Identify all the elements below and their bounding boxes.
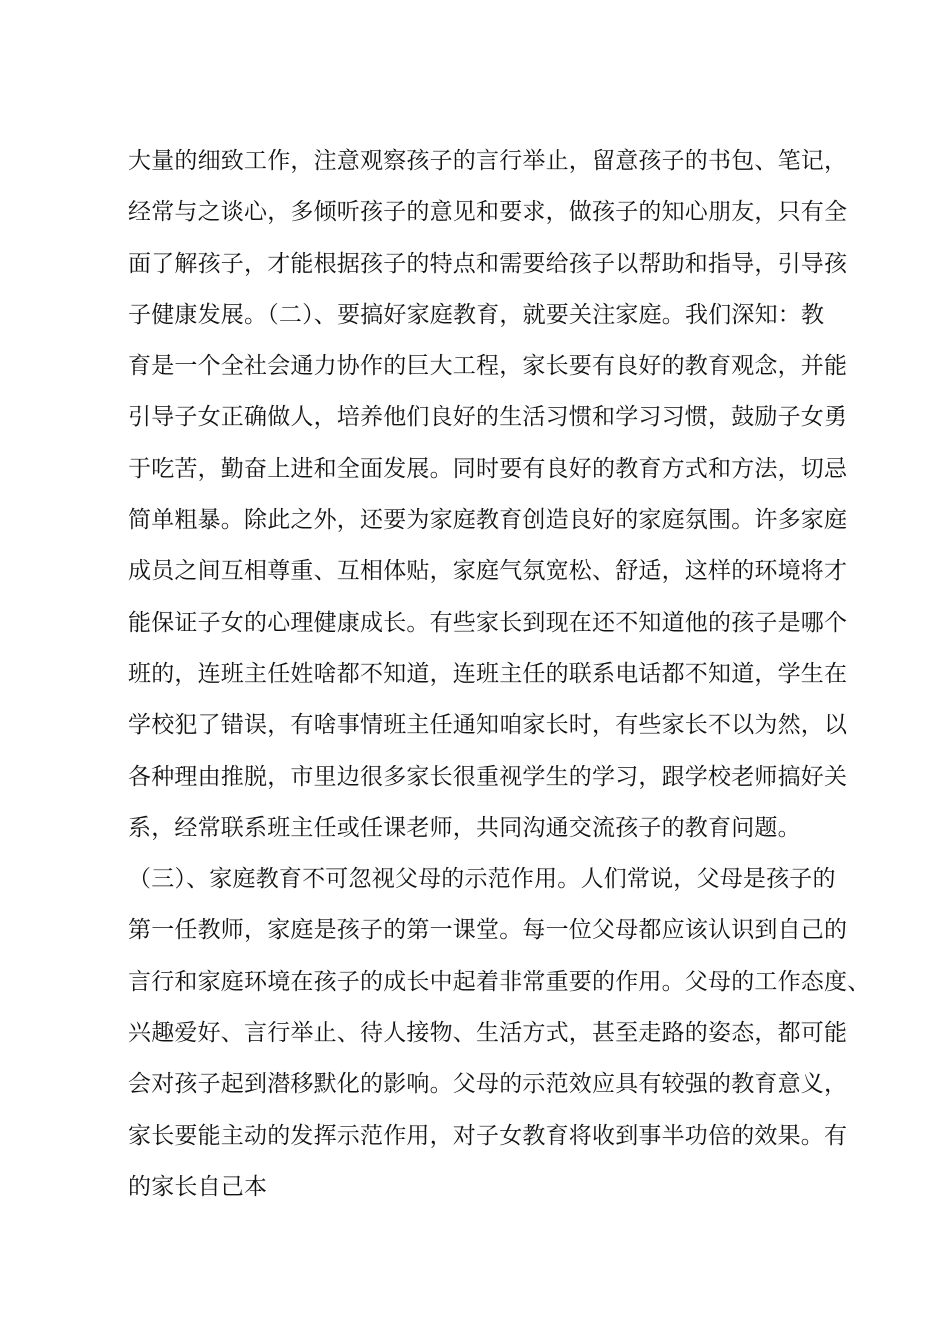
text-line: 家长要能主动的发挥示范作用，对子女教育将收到事半功倍的效果。有 bbox=[128, 1122, 848, 1149]
text-line: 学校犯了错误，有啥事情班主任通知咱家长时，有些家长不以为然，以 bbox=[128, 712, 848, 739]
text-line: 大量的细致工作，注意观察孩子的言行举止，留意孩子的书包、笔记， bbox=[128, 148, 848, 174]
text-line: （三）、家庭教育不可忽视父母的示范作用。人们常说，父母是孩子的 bbox=[128, 866, 836, 893]
text-line: 简单粗暴。除此之外，还要为家庭教育创造良好的家庭氛围。许多家庭 bbox=[128, 507, 848, 534]
text-line: 班的，连班主任姓啥都不知道，连班主任的联系电话都不知道，学生在 bbox=[128, 660, 848, 687]
text-line: 的家长自己本 bbox=[128, 1173, 268, 1200]
text-line: 于吃苦，勤奋上进和全面发展。同时要有良好的教育方式和方法，切忌 bbox=[128, 455, 848, 482]
text-line: 子健康发展。（二）、要搞好家庭教育，就要关注家庭。我们深知：教 bbox=[128, 301, 825, 328]
text-line: 第一任教师，家庭是孩子的第一课堂。每一位父母都应该认识到自己的 bbox=[128, 917, 848, 944]
text-line: 系，经常联系班主任或任课老师，共同沟通交流孩子的教育问题。 bbox=[128, 814, 801, 841]
text-line: 兴趣爱好、言行举止、待人接物、生活方式，甚至走路的姿态，都可能 bbox=[128, 1020, 848, 1047]
text-line: 面了解孩子，才能根据孩子的特点和需要给孩子以帮助和指导，引导孩 bbox=[128, 250, 848, 277]
text-line: 言行和家庭环境在孩子的成长中起着非常重要的作用。父母的工作态度、 bbox=[128, 968, 871, 995]
text-line: 会对孩子起到潜移默化的影响。父母的示范效应具有较强的教育意义， bbox=[128, 1071, 848, 1098]
text-line: 引导子女正确做人，培养他们良好的生活习惯和学习习惯，鼓励子女勇 bbox=[128, 404, 848, 431]
text-line: 育是一个全社会通力协作的巨大工程，家长要有良好的教育观念，并能 bbox=[128, 353, 848, 380]
text-line: 能保证子女的心理健康成长。有些家长到现在还不知道他的孩子是哪个 bbox=[128, 609, 848, 636]
text-line: 成员之间互相尊重、互相体贴，家庭气氛宽松、舒适，这样的环境将才 bbox=[128, 558, 848, 585]
text-line: 各种理由推脱，市里边很多家长很重视学生的学习，跟学校老师搞好关 bbox=[128, 763, 848, 790]
body-text bbox=[128, 136, 871, 1213]
text-line: 经常与之谈心，多倾听孩子的意见和要求，做孩子的知心朋友，只有全 bbox=[128, 199, 848, 226]
